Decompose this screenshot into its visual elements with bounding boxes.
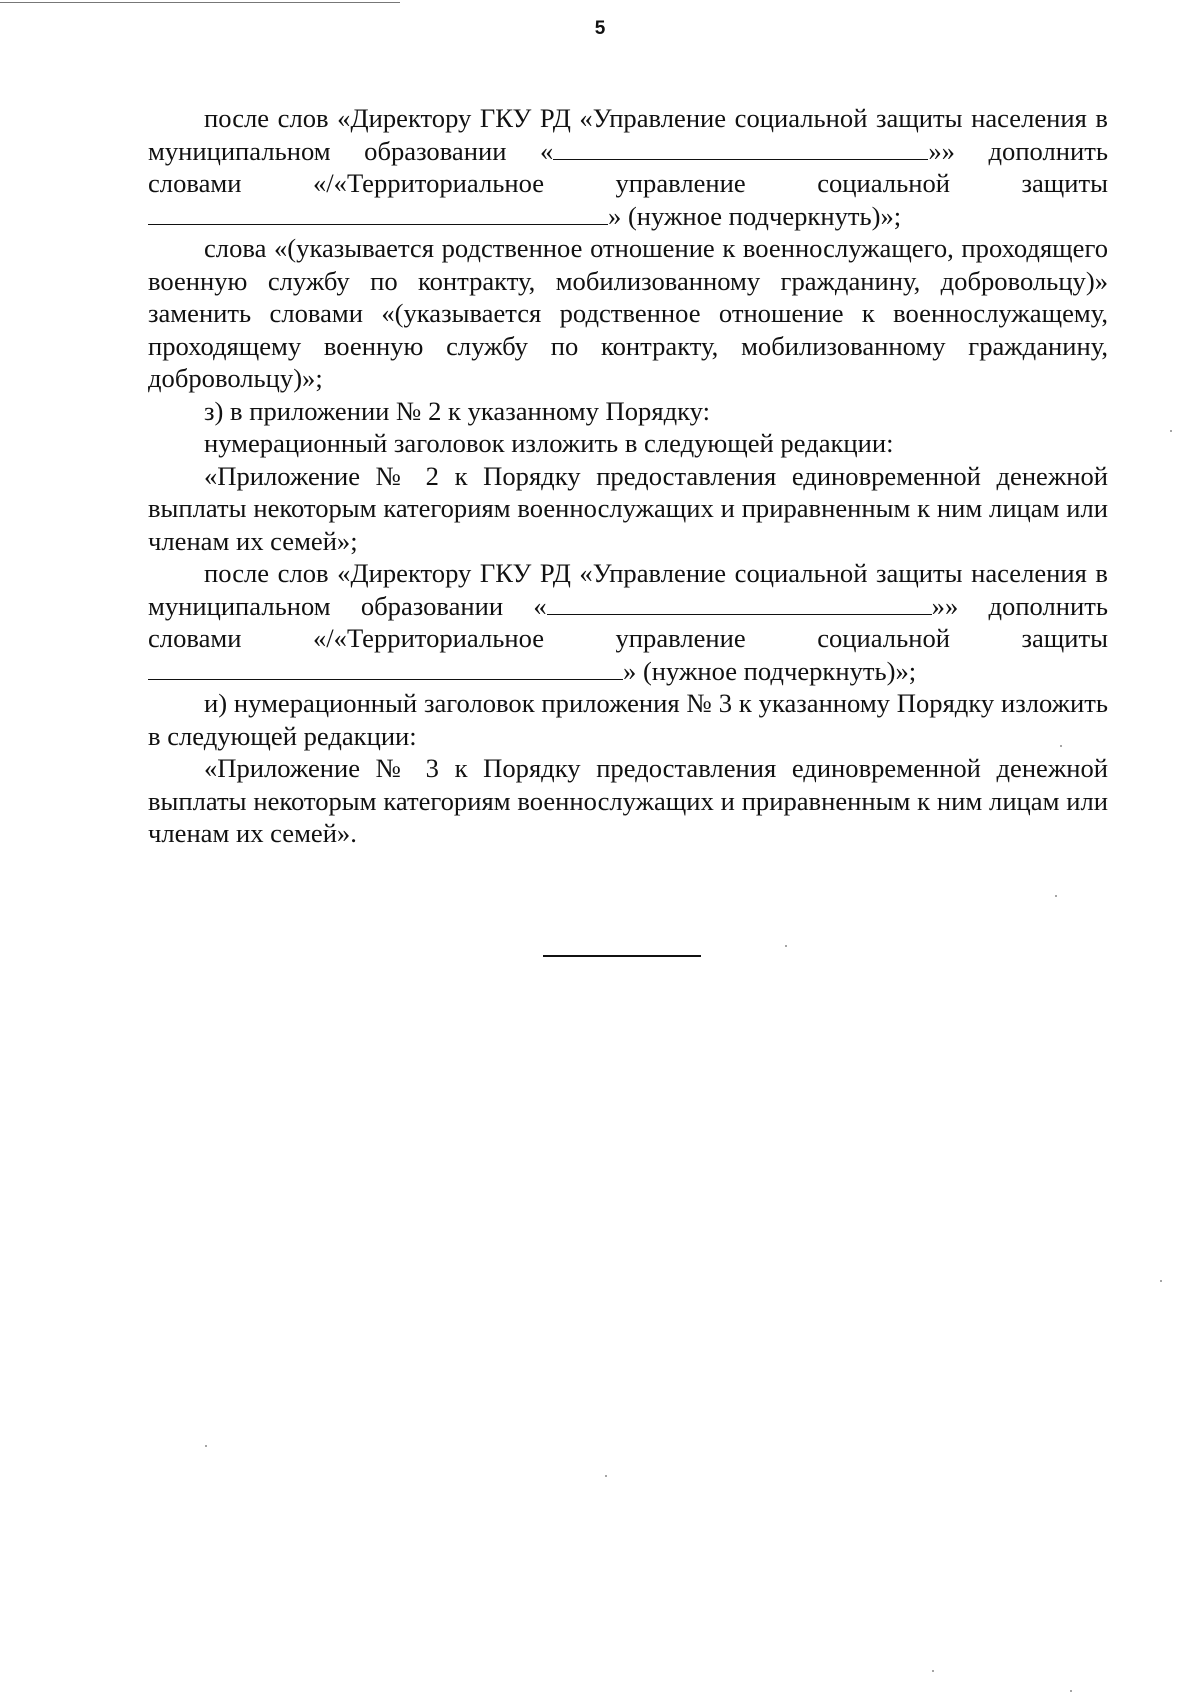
scan-speck <box>205 1445 207 1447</box>
paragraph-text: после слов «Директору ГКУ РД «Управление социальной защиты населения в муниципальном образовании « <box>148 558 1108 621</box>
paragraph: «Приложение № 2 к Порядку предоставления единовременной денежной выплаты некоторым категориям военнослужащих и приравненным к ним лицам или членам их семей»; <box>148 460 1108 556</box>
paragraph-text: »» <box>931 590 959 621</box>
scan-speck <box>1060 745 1062 747</box>
paragraph-text: »» <box>928 135 955 166</box>
paragraph: и) нумерационный заголовок приложения № 3 к указанному Порядку изложить в следующей редакции: <box>148 688 1108 751</box>
fill-in-blank <box>553 137 928 160</box>
scan-speck <box>605 1475 607 1477</box>
end-of-text-rule <box>543 955 701 957</box>
paragraph: нумерационный заголовок изложить в следующей редакции: <box>204 428 894 458</box>
scan-speck <box>1170 430 1172 432</box>
fill-in-blank <box>547 592 932 615</box>
paragraph-text: дополнить словами «/«Территориальное управление социальной защиты <box>148 135 1108 198</box>
scan-speck <box>1070 1690 1072 1692</box>
scan-speck <box>1160 1280 1162 1282</box>
paragraph: слова «(указывается родственное отношение к военнослужащего, проходящего военную службу по контракту, мобилизованному гражданину, добровольцу)» заменить словами «(указывается родственное отношение к военнослужащему, проходящему военную службу по контракту, мобилизованному гражданину, добровольцу)»; <box>148 233 1108 393</box>
scan-speck <box>932 1670 934 1672</box>
paragraph-text: дополнить словами «/«Территориальное управление социальной защиты <box>148 590 1108 653</box>
fill-in-blank <box>148 657 623 680</box>
scan-speck <box>1055 895 1057 897</box>
paragraph: з) в приложении № 2 к указанному Порядку: <box>204 395 710 426</box>
paragraph: «Приложение № 3 к Порядку предоставления единовременной денежной выплаты некоторым категориям военнослужащих и приравненным к ним лицам или членам их семей». <box>148 753 1108 848</box>
scan-speck <box>785 945 787 947</box>
document-body <box>148 102 1108 850</box>
scan-edge-line <box>0 2 400 3</box>
paragraph-text: после слов «Директору ГКУ РД «Управление социальной защиты населения в муниципальном образовании « <box>148 103 1108 166</box>
paragraph <box>148 102 1108 232</box>
page-number: 5 <box>594 18 606 39</box>
paragraph <box>148 557 1108 687</box>
fill-in-blank <box>148 202 608 225</box>
paragraph-text: » (нужное подчеркнуть)»; <box>608 200 902 231</box>
paragraph-text: » (нужное подчеркнуть)»; <box>623 655 917 686</box>
